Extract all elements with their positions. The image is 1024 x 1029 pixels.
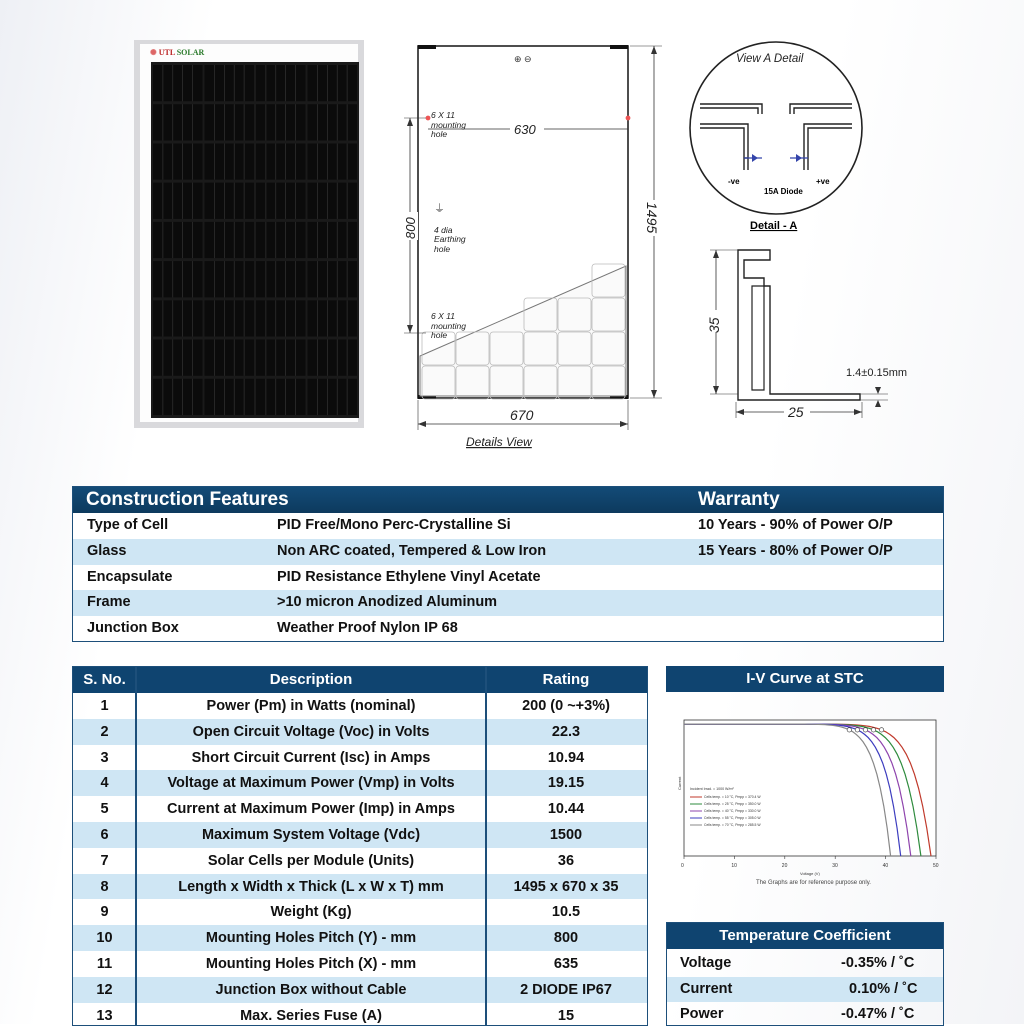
x-tick-label: 30 — [832, 863, 838, 869]
solar-cell — [256, 222, 306, 258]
spec-rating: 200 (0 ~+3%) — [522, 698, 610, 714]
solar-cell — [153, 183, 203, 219]
solar-cell — [308, 261, 358, 297]
dim-25: 25 — [788, 404, 804, 420]
legend-title: Incident Irrad. = 1000 W/m² — [690, 787, 734, 791]
x-tick-label: 50 — [933, 863, 939, 869]
solar-cell — [153, 340, 203, 376]
temperature-coefficient-table — [666, 922, 944, 1026]
solar-cell — [205, 379, 255, 415]
svg-text:6 X 11: 6 X 11 — [431, 110, 455, 120]
construction-row: Glass Non ARC coated, Tempered & Low Iron 15 Years - 80% of Power O/P — [73, 539, 943, 565]
spec-rating: 10.5 — [551, 904, 581, 921]
spec-row — [73, 977, 647, 1003]
solar-cell — [153, 65, 203, 101]
solar-cell — [205, 143, 255, 179]
svg-text:Earthing: Earthing — [434, 234, 466, 244]
svg-text:-ve: -ve — [728, 177, 740, 186]
spec-sno: 7 — [100, 852, 109, 869]
iv-note: The Graphs are for reference purpose only. — [756, 880, 871, 886]
legend-entry: Cells temp. = 55 °C, Pmpp = 305.0 W — [704, 816, 761, 820]
svg-text:6 X 11: 6 X 11 — [431, 311, 455, 321]
view-a-title: View A Detail — [736, 53, 804, 65]
diode-label: 15A Diode — [764, 187, 803, 196]
spec-desc: Voltage at Maximum Power (Vmp) in Volts — [167, 775, 455, 792]
solar-cell — [308, 340, 358, 376]
solar-cell — [256, 183, 306, 219]
solar-panel-photo — [134, 40, 364, 428]
spec-desc: Mounting Holes Pitch (X) - mm — [205, 956, 417, 972]
x-tick-label: 20 — [781, 863, 788, 869]
temperature-row: Current 0.10% / ˚C — [667, 977, 943, 1003]
spec-desc: Solar Cells per Module (Units) — [207, 852, 415, 869]
x-tick-label: 10 — [731, 863, 737, 869]
spec-row — [73, 848, 647, 874]
spec-sno: 5 — [100, 801, 109, 818]
solar-cell — [256, 104, 306, 140]
construction-row: Type of Cell PID Free/Mono Perc-Crystalline Si 10 Years - 90% of Power O/P — [87, 517, 893, 533]
solar-cell — [308, 104, 358, 140]
solar-cell — [153, 222, 203, 258]
iv-curve-title: I-V Curve at STC — [666, 666, 944, 692]
spec-sno: 8 — [100, 878, 109, 895]
spec-row — [73, 770, 647, 796]
earthing-icon: ⏚ — [434, 203, 445, 215]
spec-rating: 36 — [557, 852, 575, 869]
solar-cell — [153, 261, 203, 297]
solar-cell — [308, 222, 358, 258]
solar-cell — [308, 143, 358, 179]
mpp-point — [871, 728, 875, 732]
solar-cell — [205, 222, 255, 258]
x-tick-label: 40 — [882, 863, 889, 869]
spec-desc: Mounting Holes Pitch (Y) - mm — [205, 930, 417, 947]
spec-sno: 2 — [100, 723, 109, 740]
spec-desc: Power (Pm) in Watts (nominal) — [206, 698, 416, 714]
solar-cell — [153, 300, 203, 336]
spec-sno: 13 — [96, 1007, 113, 1024]
spec-sno: 6 — [100, 827, 109, 843]
view-a-detail — [686, 40, 876, 240]
frame-cross-section — [696, 244, 936, 424]
solar-cell — [153, 143, 203, 179]
spec-row — [73, 899, 647, 925]
construction-row: Encapsulate PID Resistance Ethylene Vinyl Acetate — [87, 569, 541, 585]
details-view-drawing — [400, 40, 680, 460]
solar-cell — [205, 65, 255, 101]
solar-cell — [256, 340, 306, 376]
svg-text:+ve: +ve — [816, 177, 830, 186]
solar-cell — [205, 104, 255, 140]
brand-logo: ✺ UTL SOLAR — [150, 48, 205, 57]
spec-row — [73, 951, 647, 977]
spec-rating: 10.94 — [547, 749, 585, 766]
spec-desc: Current at Maximum Power (Imp) in Amps — [167, 801, 455, 818]
construction-features-table — [72, 486, 944, 642]
spec-sno: 4 — [100, 775, 109, 792]
construction-header — [73, 487, 943, 513]
svg-text:4 dia: 4 dia — [434, 225, 453, 235]
spec-sno: 10 — [96, 930, 113, 947]
solar-cell — [256, 143, 306, 179]
svg-text:mounting: mounting — [431, 120, 466, 130]
spec-row — [73, 1003, 647, 1029]
mpp-point — [879, 728, 883, 732]
solar-cell — [256, 261, 306, 297]
details-view-caption: Details View — [466, 435, 532, 449]
solar-cell — [205, 300, 255, 336]
spec-row — [73, 719, 647, 745]
x-axis-label: Voltage (V) — [800, 871, 820, 876]
legend-entry: Cells temp. = 10 °C, Pmpp = 370.4 W — [704, 795, 761, 799]
dim-630: 630 — [514, 122, 536, 137]
detail-a-caption: Detail - A — [750, 220, 798, 232]
dim-35: 35 — [706, 317, 722, 333]
spec-row — [73, 796, 647, 822]
iv-curve-chart — [672, 716, 944, 892]
solar-cell — [153, 379, 203, 415]
temperature-title: Temperature Coefficient — [667, 923, 943, 949]
spec-desc: Weight (Kg) — [270, 904, 352, 921]
cell-grid-svg — [151, 62, 359, 418]
column-divider — [485, 667, 487, 1025]
spec-rating: 1495 x 670 x 35 — [513, 878, 619, 895]
svg-text:mounting: mounting — [431, 321, 466, 331]
spec-sno: 1 — [100, 698, 109, 714]
solar-cell — [308, 300, 358, 336]
spec-rating: 800 — [553, 930, 579, 947]
dim-thickness: 1.4±0.15mm — [846, 367, 908, 379]
spec-desc: Short Circuit Current (Isc) in Amps — [191, 749, 431, 766]
spec-rating: 22.3 — [551, 723, 581, 740]
spec-rating: 10.44 — [547, 801, 585, 818]
spec-row — [73, 745, 647, 771]
spec-desc: Length x Width x Thick (L x W x T) mm — [178, 878, 444, 895]
terminal-icon: ⊕ ⊖ — [514, 54, 532, 64]
legend-entry: Cells temp. = 70 °C, Pmpp = 285.5 W — [704, 823, 761, 827]
spec-rating: 1500 — [549, 827, 583, 843]
solar-cell — [256, 379, 306, 415]
brand-logo-icon: ✺ — [150, 48, 157, 57]
spec-desc: Junction Box without Cable — [215, 981, 407, 998]
svg-text:hole: hole — [431, 330, 448, 340]
legend-entry: Cells temp. = 25 °C, Pmpp = 350.0 W — [704, 802, 761, 806]
dim-1495: 1495 — [644, 202, 660, 234]
warranty-title: Warranty — [698, 489, 780, 510]
construction-title: Construction Features — [86, 489, 289, 510]
mpp-point — [855, 728, 859, 732]
cell-grid — [151, 62, 359, 418]
temperature-row: Voltage -0.35% / ˚C — [680, 955, 915, 971]
spec-rating: 2 DIODE IP67 — [520, 981, 612, 998]
svg-text:hole: hole — [434, 244, 451, 254]
spec-sno: 9 — [100, 904, 109, 921]
construction-row: Frame >10 micron Anodized Aluminum — [73, 590, 943, 616]
spec-desc: Open Circuit Voltage (Voc) in Volts — [192, 723, 430, 740]
spec-rating: 19.15 — [547, 775, 585, 792]
x-tick-label: 0 — [681, 863, 684, 869]
spec-sno: 12 — [96, 981, 113, 998]
solar-cell — [205, 340, 255, 376]
spec-row — [73, 874, 647, 900]
svg-text:hole: hole — [431, 129, 448, 139]
solar-cell — [256, 300, 306, 336]
spec-row — [73, 822, 647, 848]
y-axis-label: Current — [677, 776, 682, 790]
solar-cell — [153, 104, 203, 140]
temperature-row: Power -0.47% / ˚C — [680, 1006, 915, 1022]
spec-sno: 11 — [96, 956, 113, 972]
solar-cell — [205, 261, 255, 297]
mpp-point — [863, 728, 867, 732]
solar-cell — [308, 183, 358, 219]
spec-desc: Maximum System Voltage (Vdc) — [201, 827, 421, 843]
spec-header: S. No. Description Rating — [73, 667, 647, 693]
solar-cell — [256, 65, 306, 101]
iv-curve-panel — [666, 666, 944, 894]
spec-row — [73, 925, 647, 951]
dim-800: 800 — [403, 217, 418, 239]
spec-rating: 635 — [553, 956, 579, 972]
spec-row — [73, 693, 647, 719]
column-divider — [135, 667, 137, 1025]
specifications-table — [72, 666, 648, 1026]
spec-desc: Max. Series Fuse (A) — [240, 1007, 382, 1024]
solar-cell — [308, 379, 358, 415]
solar-cell — [308, 65, 358, 101]
construction-row: Junction Box Weather Proof Nylon IP 68 — [87, 620, 458, 636]
dim-670: 670 — [510, 407, 534, 423]
legend-entry: Cells temp. = 40 °C, Pmpp = 330.0 W — [704, 809, 761, 813]
mpp-point — [847, 728, 851, 732]
panel-glass — [140, 44, 358, 422]
spec-rating: 15 — [557, 1007, 575, 1024]
solar-cell — [205, 183, 255, 219]
spec-sno: 3 — [100, 749, 109, 766]
